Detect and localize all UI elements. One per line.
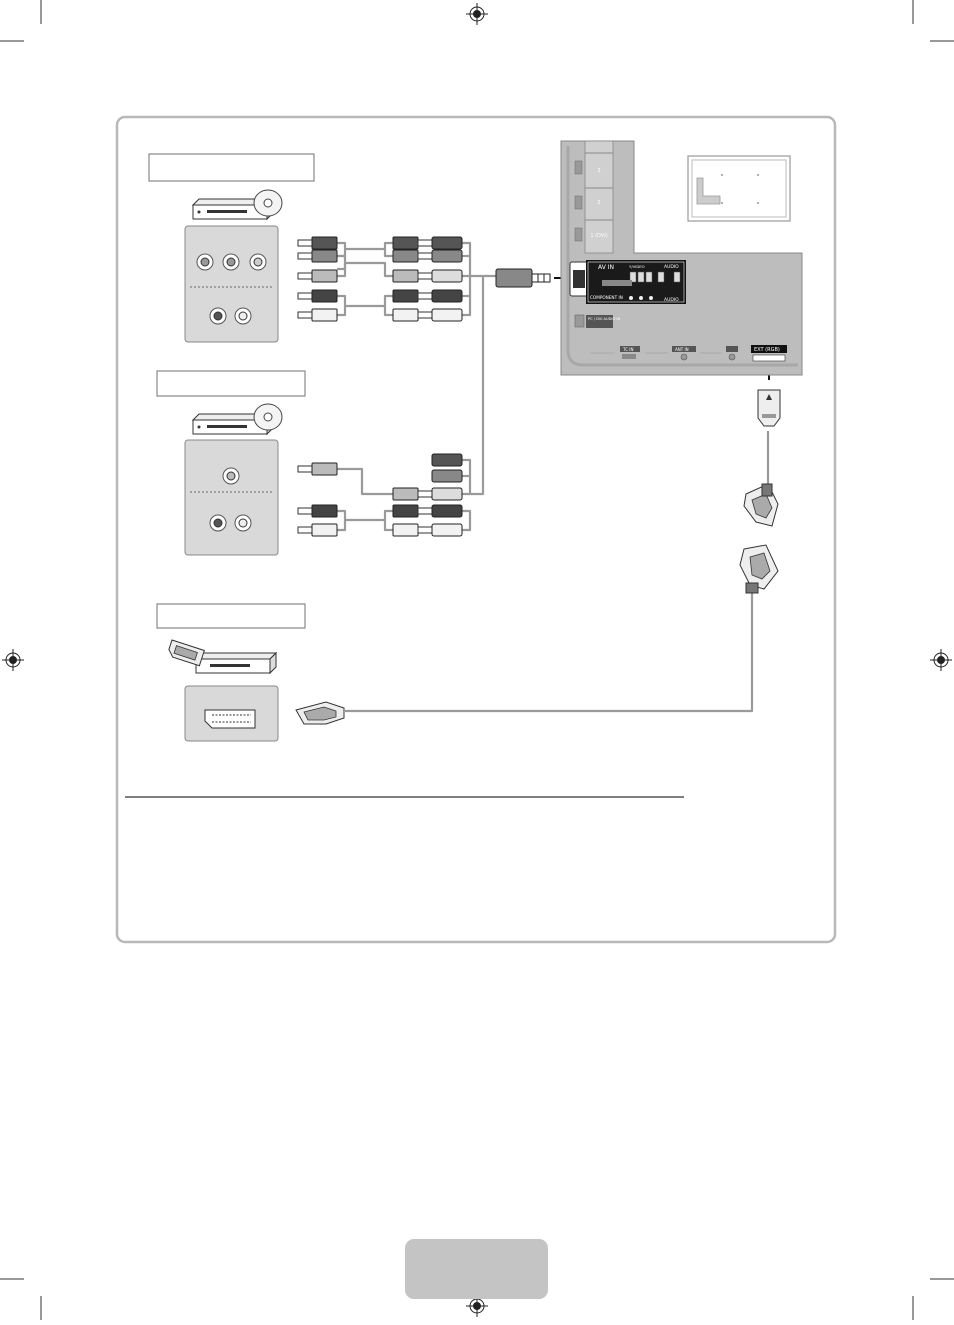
ant-in-label: ANT IN <box>675 347 689 352</box>
device-port-box-component <box>185 226 278 342</box>
rca-jack-icon <box>223 254 239 270</box>
rca-jack-icon <box>250 254 266 270</box>
rca-plug-icon <box>432 270 462 282</box>
disc-icon <box>254 404 282 430</box>
av-in-label: AV IN <box>598 264 614 271</box>
section-title-box-av <box>157 371 305 396</box>
ext-rgb-label: EXT (RGB) <box>754 347 780 353</box>
device-port-box-scart <box>185 686 278 741</box>
tc-in-label: TC IN <box>623 347 634 352</box>
ext-adapter-plug-icon <box>758 390 780 426</box>
section-title-box-scart <box>157 604 305 628</box>
disc-icon <box>254 190 282 216</box>
rca-jack-icon <box>235 515 251 531</box>
audio-label-2: AUDIO <box>664 298 679 303</box>
hdmi-2-label: 2 <box>597 200 601 206</box>
device-port-box-av <box>185 440 278 555</box>
registration-mark-icon <box>2 649 24 671</box>
rca-plug-icon <box>432 488 462 500</box>
rca-jack-icon <box>235 308 251 324</box>
section-title-box-component <box>149 154 314 181</box>
rca-plug-icon <box>432 237 462 249</box>
rca-plug-icon <box>432 470 462 482</box>
y-video-label: Y/VIDEO <box>629 264 645 269</box>
rca-jack-icon <box>210 515 226 531</box>
registration-mark-icon <box>466 3 488 25</box>
dvd-player-icon <box>196 653 276 673</box>
rca-plug-icon <box>432 454 462 466</box>
page-number-tab <box>405 1239 548 1299</box>
audio-label-1: AUDIO <box>664 265 679 270</box>
scart-socket-icon <box>205 710 255 728</box>
rca-plug-icon <box>432 290 462 302</box>
rca-jack-icon <box>197 254 213 270</box>
rca-jack-icon <box>210 308 226 324</box>
tv-rear-overview <box>688 156 790 221</box>
rca-plug-icon <box>432 505 462 517</box>
pc-dvi-audio-in-label: PC / DVI AUDIO IN <box>588 317 621 321</box>
rca-plug-icon <box>432 524 462 536</box>
rca-plug-icon <box>432 250 462 262</box>
component-in-label: COMPONENT IN <box>590 295 623 300</box>
rca-jack-icon <box>223 468 239 484</box>
rca-plug-icon <box>432 309 462 321</box>
hdmi-3-label: 3 <box>597 168 601 174</box>
hdmi-1-label: 1 (DVI) <box>590 233 608 239</box>
registration-mark-icon <box>930 649 952 671</box>
